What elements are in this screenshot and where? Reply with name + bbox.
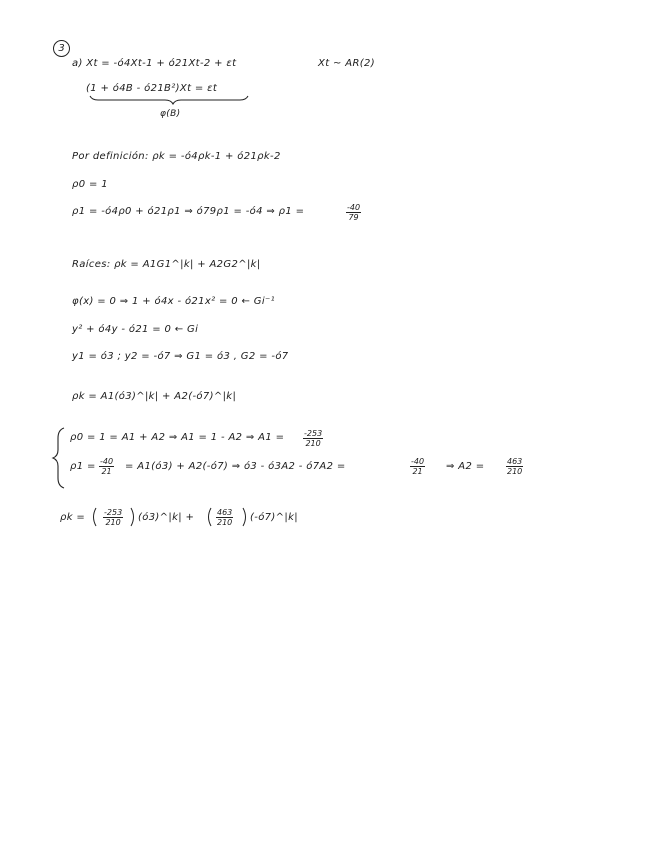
model-tag: Xt ~ AR(2)	[318, 58, 375, 69]
phi-label: φ(B)	[160, 109, 181, 119]
y-equation: y² + ó4y - ó21 = 0 ← Gi	[72, 324, 199, 335]
final-tail: (-ó7)^|k|	[250, 512, 298, 523]
rho1-fraction: $\frac{-40}{79}$	[347, 203, 361, 222]
a2-fraction: $\frac{463}{210}$	[507, 457, 523, 476]
underbrace-icon	[90, 96, 248, 104]
final-c2-fraction: $\frac{463}{210}$	[217, 508, 233, 527]
rho1-line: ρ1 = -ó4ρ0 + ó21ρ1 ⇒ ó79ρ1 = -ó4 ⇒ ρ1 =	[72, 206, 305, 217]
problem-number: 3	[53, 40, 70, 57]
rho0-line: ρ0 = 1	[72, 179, 108, 190]
system-eq1: ρ0 = 1 = A1 + A2 ⇒ A1 = 1 - A2 ⇒ A1 =	[70, 432, 285, 443]
lag-polynomial: (1 + ó4B - ó21B²)Xt = εt	[86, 83, 218, 94]
system-eq2-lead: ρ1 =	[70, 461, 96, 472]
paren-left-2	[209, 508, 212, 526]
final-lead: ρk =	[60, 512, 86, 523]
rho-k-general: ρk = A1(ó3)^|k| + A2(-ó7)^|k|	[72, 391, 237, 402]
phi-equation: φ(x) = 0 ⇒ 1 + ó4x - ó21x² = 0 ← Gi⁻¹	[72, 296, 275, 307]
definition-line: Por definición: ρk = -ó4ρk-1 + ó21ρk-2	[72, 151, 281, 162]
rho1-frac-eq2: $\frac{-40}{21}$	[100, 457, 114, 476]
system-brace-icon	[53, 428, 64, 488]
final-mid: (ó3)^|k| +	[138, 512, 195, 523]
roots-line: Raíces: ρk = A1G1^|k| + A2G2^|k|	[72, 259, 261, 270]
paren-left-1	[94, 508, 97, 526]
paren-right-2	[243, 508, 246, 526]
model-equation: a) Xt = -ó4Xt-1 + ó21Xt-2 + εt	[72, 58, 237, 69]
rhs-fraction: $\frac{-40}{21}$	[411, 457, 425, 476]
system-eq2-rest: = A1(ó3) + A2(-ó7) ⇒ ó3 - ó3A2 - ó7A2 =	[125, 461, 346, 472]
a1-fraction: $\frac{-253}{210}$	[304, 429, 323, 448]
y-solutions: y1 = ó3 ; y2 = -ó7 ⇒ G1 = ó3 , G2 = -ó7	[72, 351, 289, 362]
paren-right-1	[131, 508, 134, 526]
a2-arrow: ⇒ A2 =	[446, 461, 485, 472]
final-c1-fraction: $\frac{-253}{210}$	[104, 508, 123, 527]
